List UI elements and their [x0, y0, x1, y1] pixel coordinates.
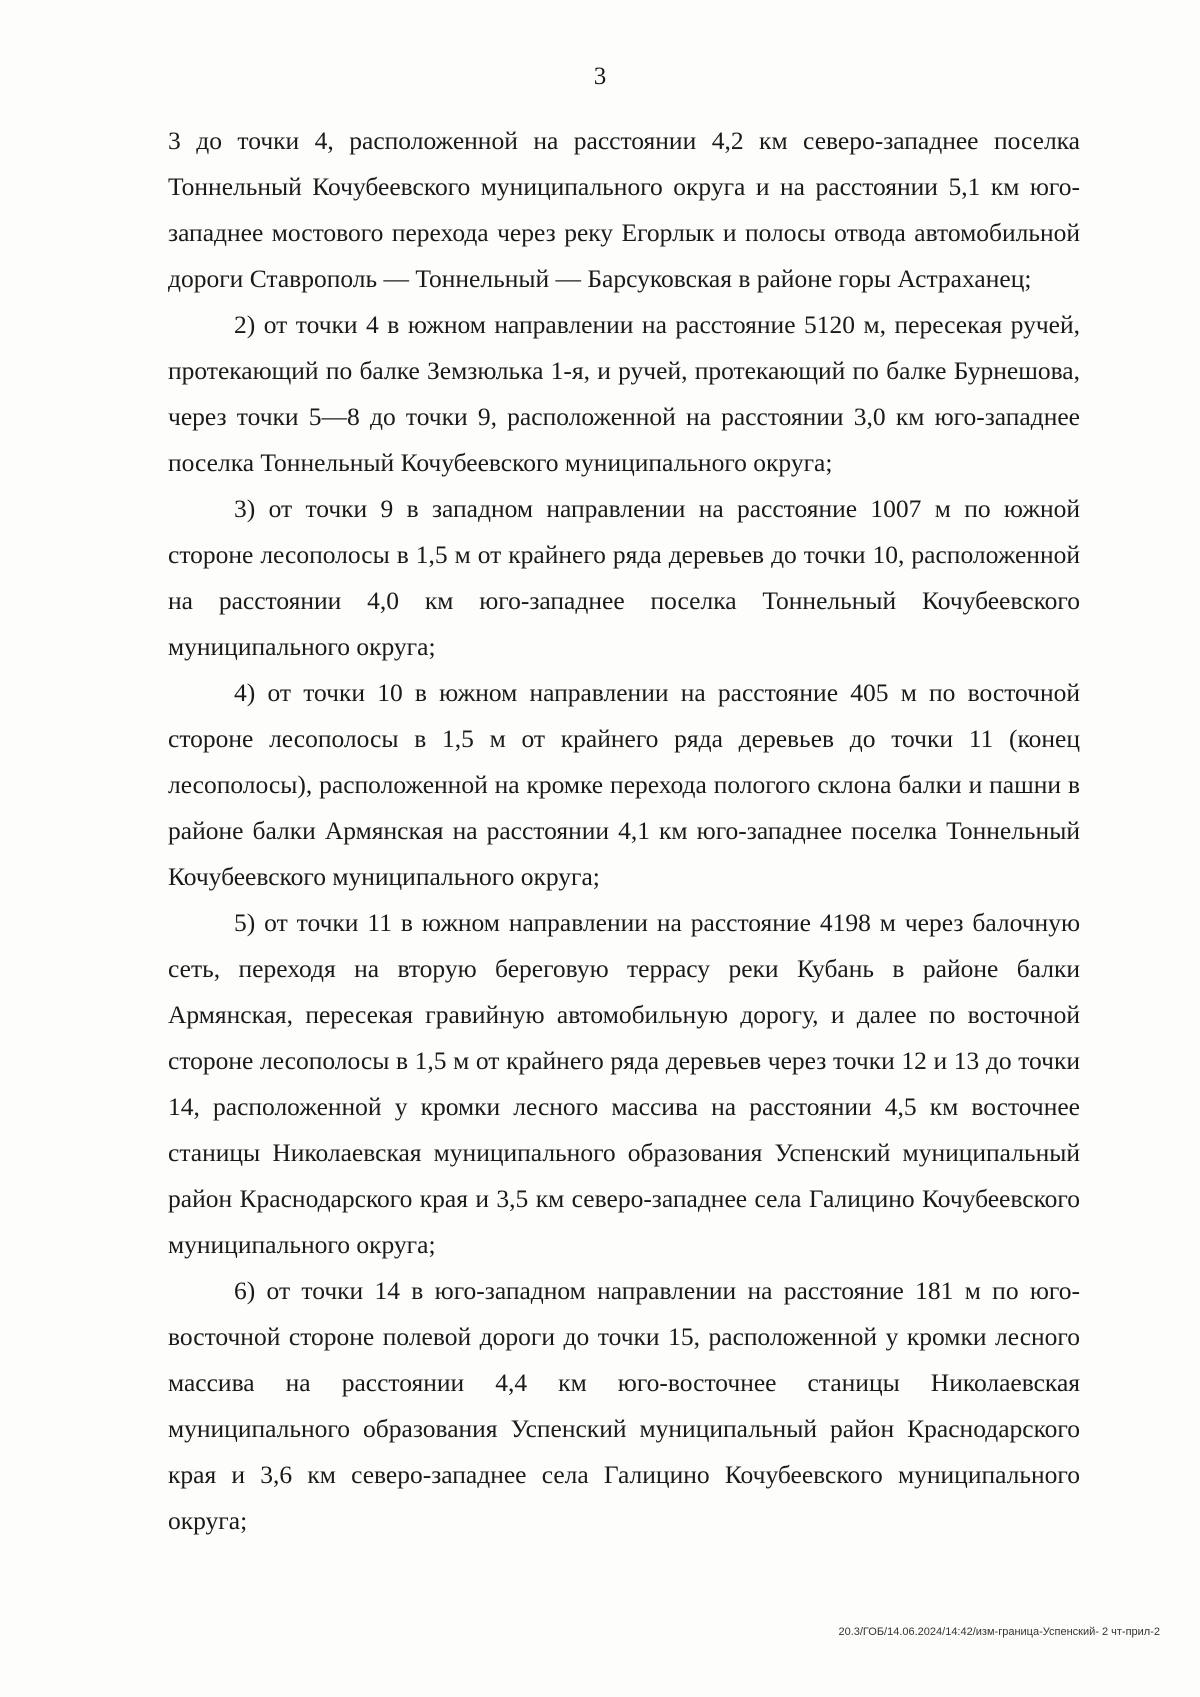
paragraph-continuation: 3 до точки 4, расположенной на расстоянии 4,2 км северо-западнее поселка Тоннельный Кочубеевского муниципального округа и на расстоянии 5,1 км юго-западнее мостового перехода через реку Егорлык и полосы отвода автомобильной дороги Ставрополь — Тоннельный — Барсуковская в районе горы Астраханец;	[168, 126, 1080, 293]
paragraph-item-5: 5) от точки 11 в южном направлении на расстояние 4198 м через балочную сеть, переходя на вторую береговую террасу реки Кубань в районе балки Армянская, пересекая гравийную автомобильную дорогу, и далее по восточной стороне лесополосы в 1,5 м от крайнего ряда деревьев через точки 12 и 13 до точки 14, расположенной у кромки лесного массива на расстоянии 4,5 км восточнее станицы Николаевская муниципального образования Успенский муниципальный район Краснодарского края и 3,5 км северо-западнее села Галицино Кочубеевского муниципального округа;	[168, 908, 1080, 1259]
paragraph-item-3: 3) от точки 9 в западном направлении на расстояние 1007 м по южной стороне лесополосы в 1,5 м от крайнего ряда деревьев до точки 10, расположенной на расстоянии 4,0 км юго-западнее поселка Тоннельный Кочубеевского муниципального округа;	[168, 494, 1080, 661]
document-footer-code: 20.3/ГОБ/14.06.2024/14:42/изм-граница-Успенский- 2 чт-прил-2	[838, 1626, 1160, 1638]
paragraph-item-2: 2) от точки 4 в южном направлении на расстояние 5120 м, пересекая ручей, протекающий по балке Земзюлька 1-я, и ручей, протекающий по балке Бурнешова, через точки 5—8 до точки 9, расположенной на расстоянии 3,0 км юго-западнее поселка Тоннельный Кочубеевского муниципального округа;	[168, 310, 1080, 477]
paragraph-item-6: 6) от точки 14 в юго-западном направлении на расстояние 181 м по юго-восточной стороне полевой дороги до точки 15, расположенной у кромки лесного массива на расстоянии 4,4 км юго-восточнее станицы Николаевская муниципального образования Успенский муниципальный район Краснодарского края и 3,6 км северо-западнее села Галицино Кочубеевского муниципального округа;	[168, 1276, 1080, 1535]
paragraph-item-4: 4) от точки 10 в южном направлении на расстояние 405 м по восточной стороне лесополосы в 1,5 м от крайнего ряда деревьев до точки 11 (конец лесополосы), расположенной на кромке перехода пологого склона балки и пашни в районе балки Армянская на расстоянии 4,1 км юго-западнее поселка Тоннельный Кочубеевского муниципального округа;	[168, 678, 1080, 891]
page-number: 3	[593, 63, 607, 90]
document-body	[168, 118, 1080, 1544]
